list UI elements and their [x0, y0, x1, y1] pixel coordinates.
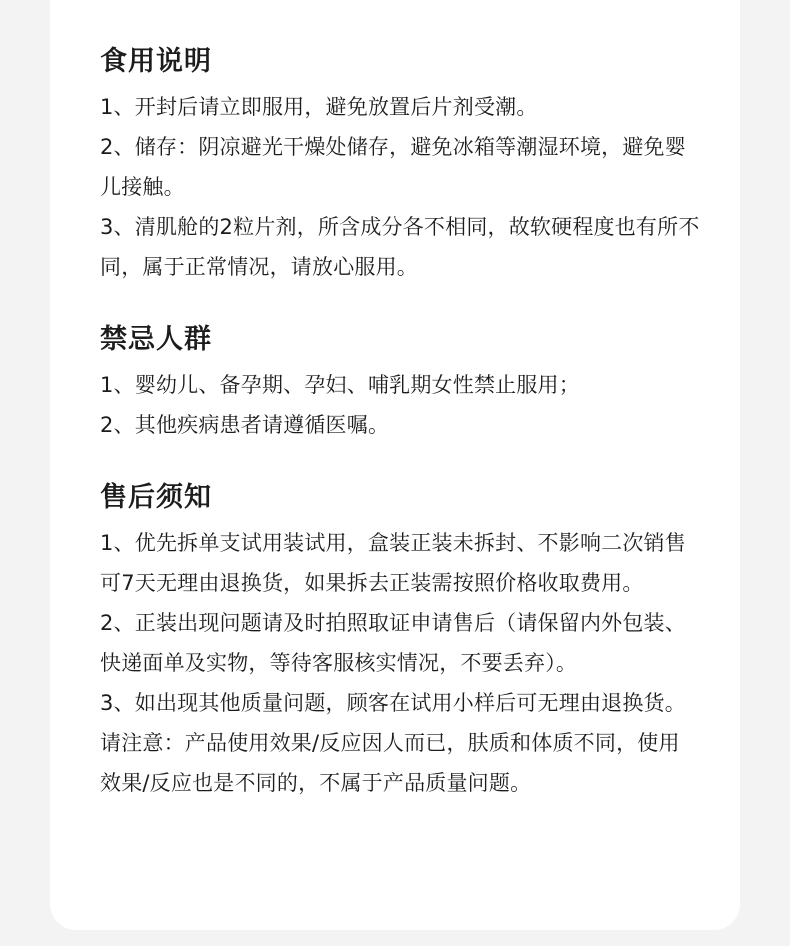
section-after-sales	[100, 478, 740, 803]
section-usage	[100, 42, 740, 287]
info-card	[50, 0, 740, 930]
contraindication-item-1: 1、婴幼儿、备孕期、孕妇、哺乳期女性禁止服用；	[100, 373, 580, 397]
contraindication-item-2: 2、其他疾病患者请遵循医嘱。	[100, 413, 390, 437]
usage-item-1: 1、开封后请立即服用，避免放置后片剂受潮。	[100, 95, 538, 119]
usage-item-3: 3、清肌舱的2粒片剂，所含成分各不相同，故软硬程度也有所不同，属于正常情况，请放心服用。	[100, 215, 700, 279]
section-title-usage: 食用说明	[100, 46, 212, 77]
usage-item-2: 2、储存：阴凉避光干燥处储存，避免冰箱等潮湿环境，避免婴儿接触。	[100, 135, 686, 199]
after-sales-item-3: 3、如出现其他质量问题，顾客在试用小样后可无理由退换货。	[100, 691, 686, 715]
after-sales-item-2: 2、正装出现问题请及时拍照取证申请售后（请保留内外包装、快递面单及实物，等待客服核实情况，不要丢弃）。	[100, 611, 686, 675]
after-sales-note: 请注意：产品使用效果/反应因人而已，肤质和体质不同，使用效果/反应也是不同的，不属于产品质量问题。	[100, 731, 680, 795]
after-sales-item-1: 1、优先拆单支试用装试用，盒装正装未拆封、不影响二次销售可7天无理由退换货，如果拆去正装需按照价格收取费用。	[100, 531, 686, 595]
section-title-contraindications: 禁忌人群	[100, 324, 212, 355]
section-contraindications	[100, 320, 740, 445]
section-title-after-sales: 售后须知	[100, 482, 212, 513]
